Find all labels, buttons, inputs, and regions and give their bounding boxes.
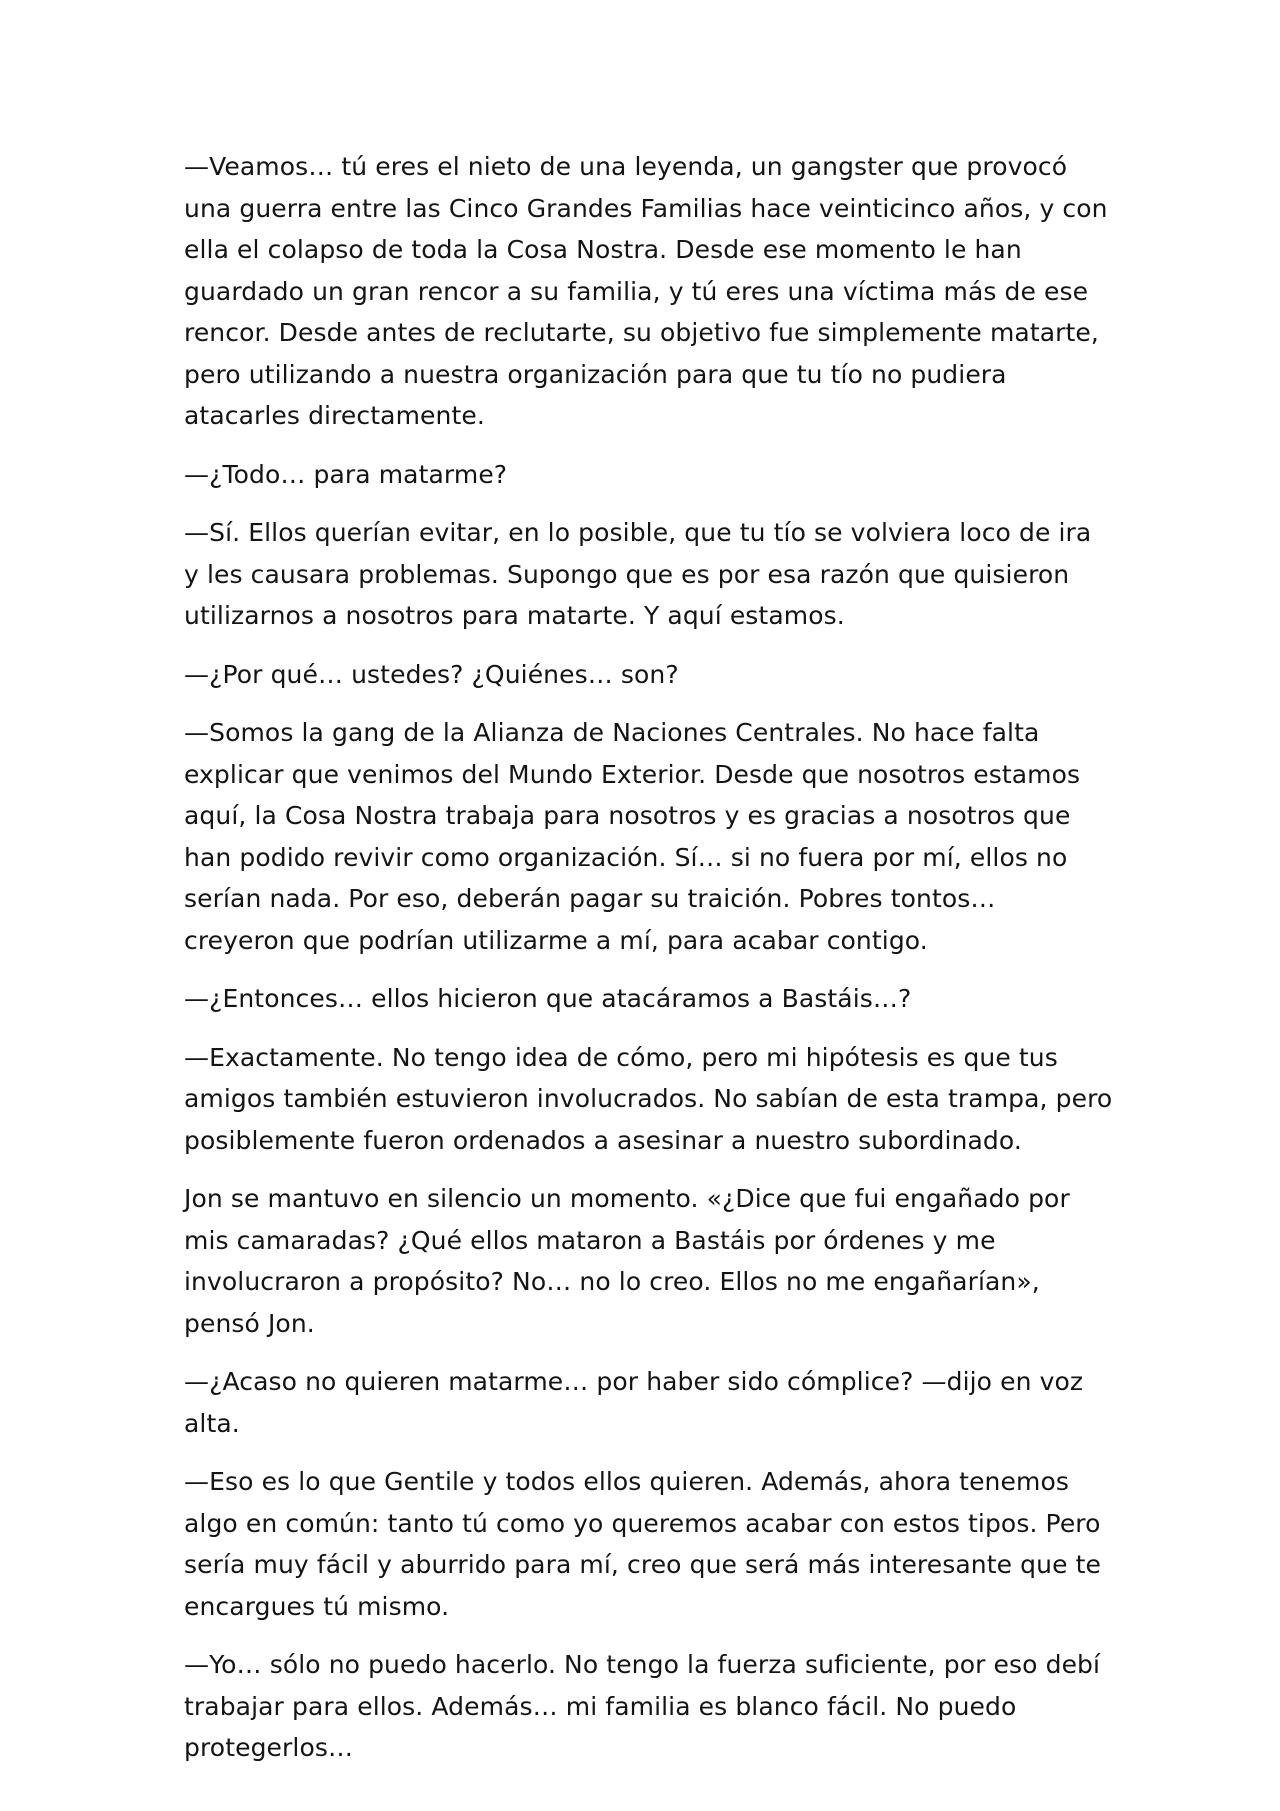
paragraph-6: —¿Entonces… ellos hicieron que atacáramos a Bastáis…?: [184, 984, 912, 1013]
paragraph-10: —Eso es lo que Gentile y todos ellos quieren. Además, ahora tenemos algo en común: tanto tú como yo queremos acabar con estos tipos. Pero sería muy fácil y aburrido para mí, creo que será más interesante que te encargues tú mismo.: [184, 1467, 1101, 1621]
body-text: [184, 146, 1114, 1786]
paragraph-3: —Sí. Ellos querían evitar, en lo posible, que tu tío se volviera loco de ira y les causara problemas. Supongo que es por esa razón que quisieron utilizarnos a nosotros para matarte. Y aquí estamos.: [184, 518, 1092, 630]
paragraph-9: —¿Acaso no quieren matarme… por haber sido cómplice? —dijo en voz alta.: [184, 1367, 1084, 1438]
paragraph-5: —Somos la gang de la Alianza de Naciones Centrales. No hace falta explicar que venimos del Mundo Exterior. Desde que nosotros estamos aquí, la Cosa Nostra trabaja para nosotros y es gracias a nosotros que han podido revivir como organización. Sí… si no fuera por mí, ellos no serían nada. Por eso, deberán pagar su traición. Pobres tontos… creyeron que podrían utilizarme a mí, para acabar contigo.: [184, 718, 1081, 955]
paragraph-7: —Exactamente. No tengo idea de cómo, pero mi hipótesis es que tus amigos también estuvieron involucrados. No sabían de esta trampa, pero posiblemente fueron ordenados a asesinar a nuestro subordinado.: [184, 1042, 1113, 1155]
paragraph-11: —Yo… sólo no puedo hacerlo. No tengo la fuerza suficiente, por eso debí trabajar para ellos. Además… mi familia es blanco fácil. No puedo protegerlos…: [184, 1650, 1101, 1762]
paragraph-8: Jon se mantuvo en silencio un momento. «¿Dice que fui engañado por mis camaradas? ¿Qué ellos mataron a Bastáis por órdenes y me involucraron a propósito? No… no lo creo. Ellos no me engañarían», pensó Jon.: [184, 1184, 1070, 1338]
paragraph-1: —Veamos… tú eres el nieto de una leyenda, un gangster que provocó una guerra entre las Cinco Grandes Familias hace veinticinco años, y con ella el colapso de toda la Cosa Nostra. Desde ese momento le han guardado un gran rencor a su familia, y tú eres una víctima más de ese rencor. Desde antes de reclutarte, su objetivo fue simplemente matarte, pero utilizando a nuestra organización para que tu tío no pudiera atacarles directamente.: [184, 152, 1108, 430]
paragraph-2: —¿Todo… para matarme?: [184, 459, 508, 489]
paragraph-4: —¿Por qué… ustedes? ¿Quiénes… son?: [184, 659, 679, 689]
